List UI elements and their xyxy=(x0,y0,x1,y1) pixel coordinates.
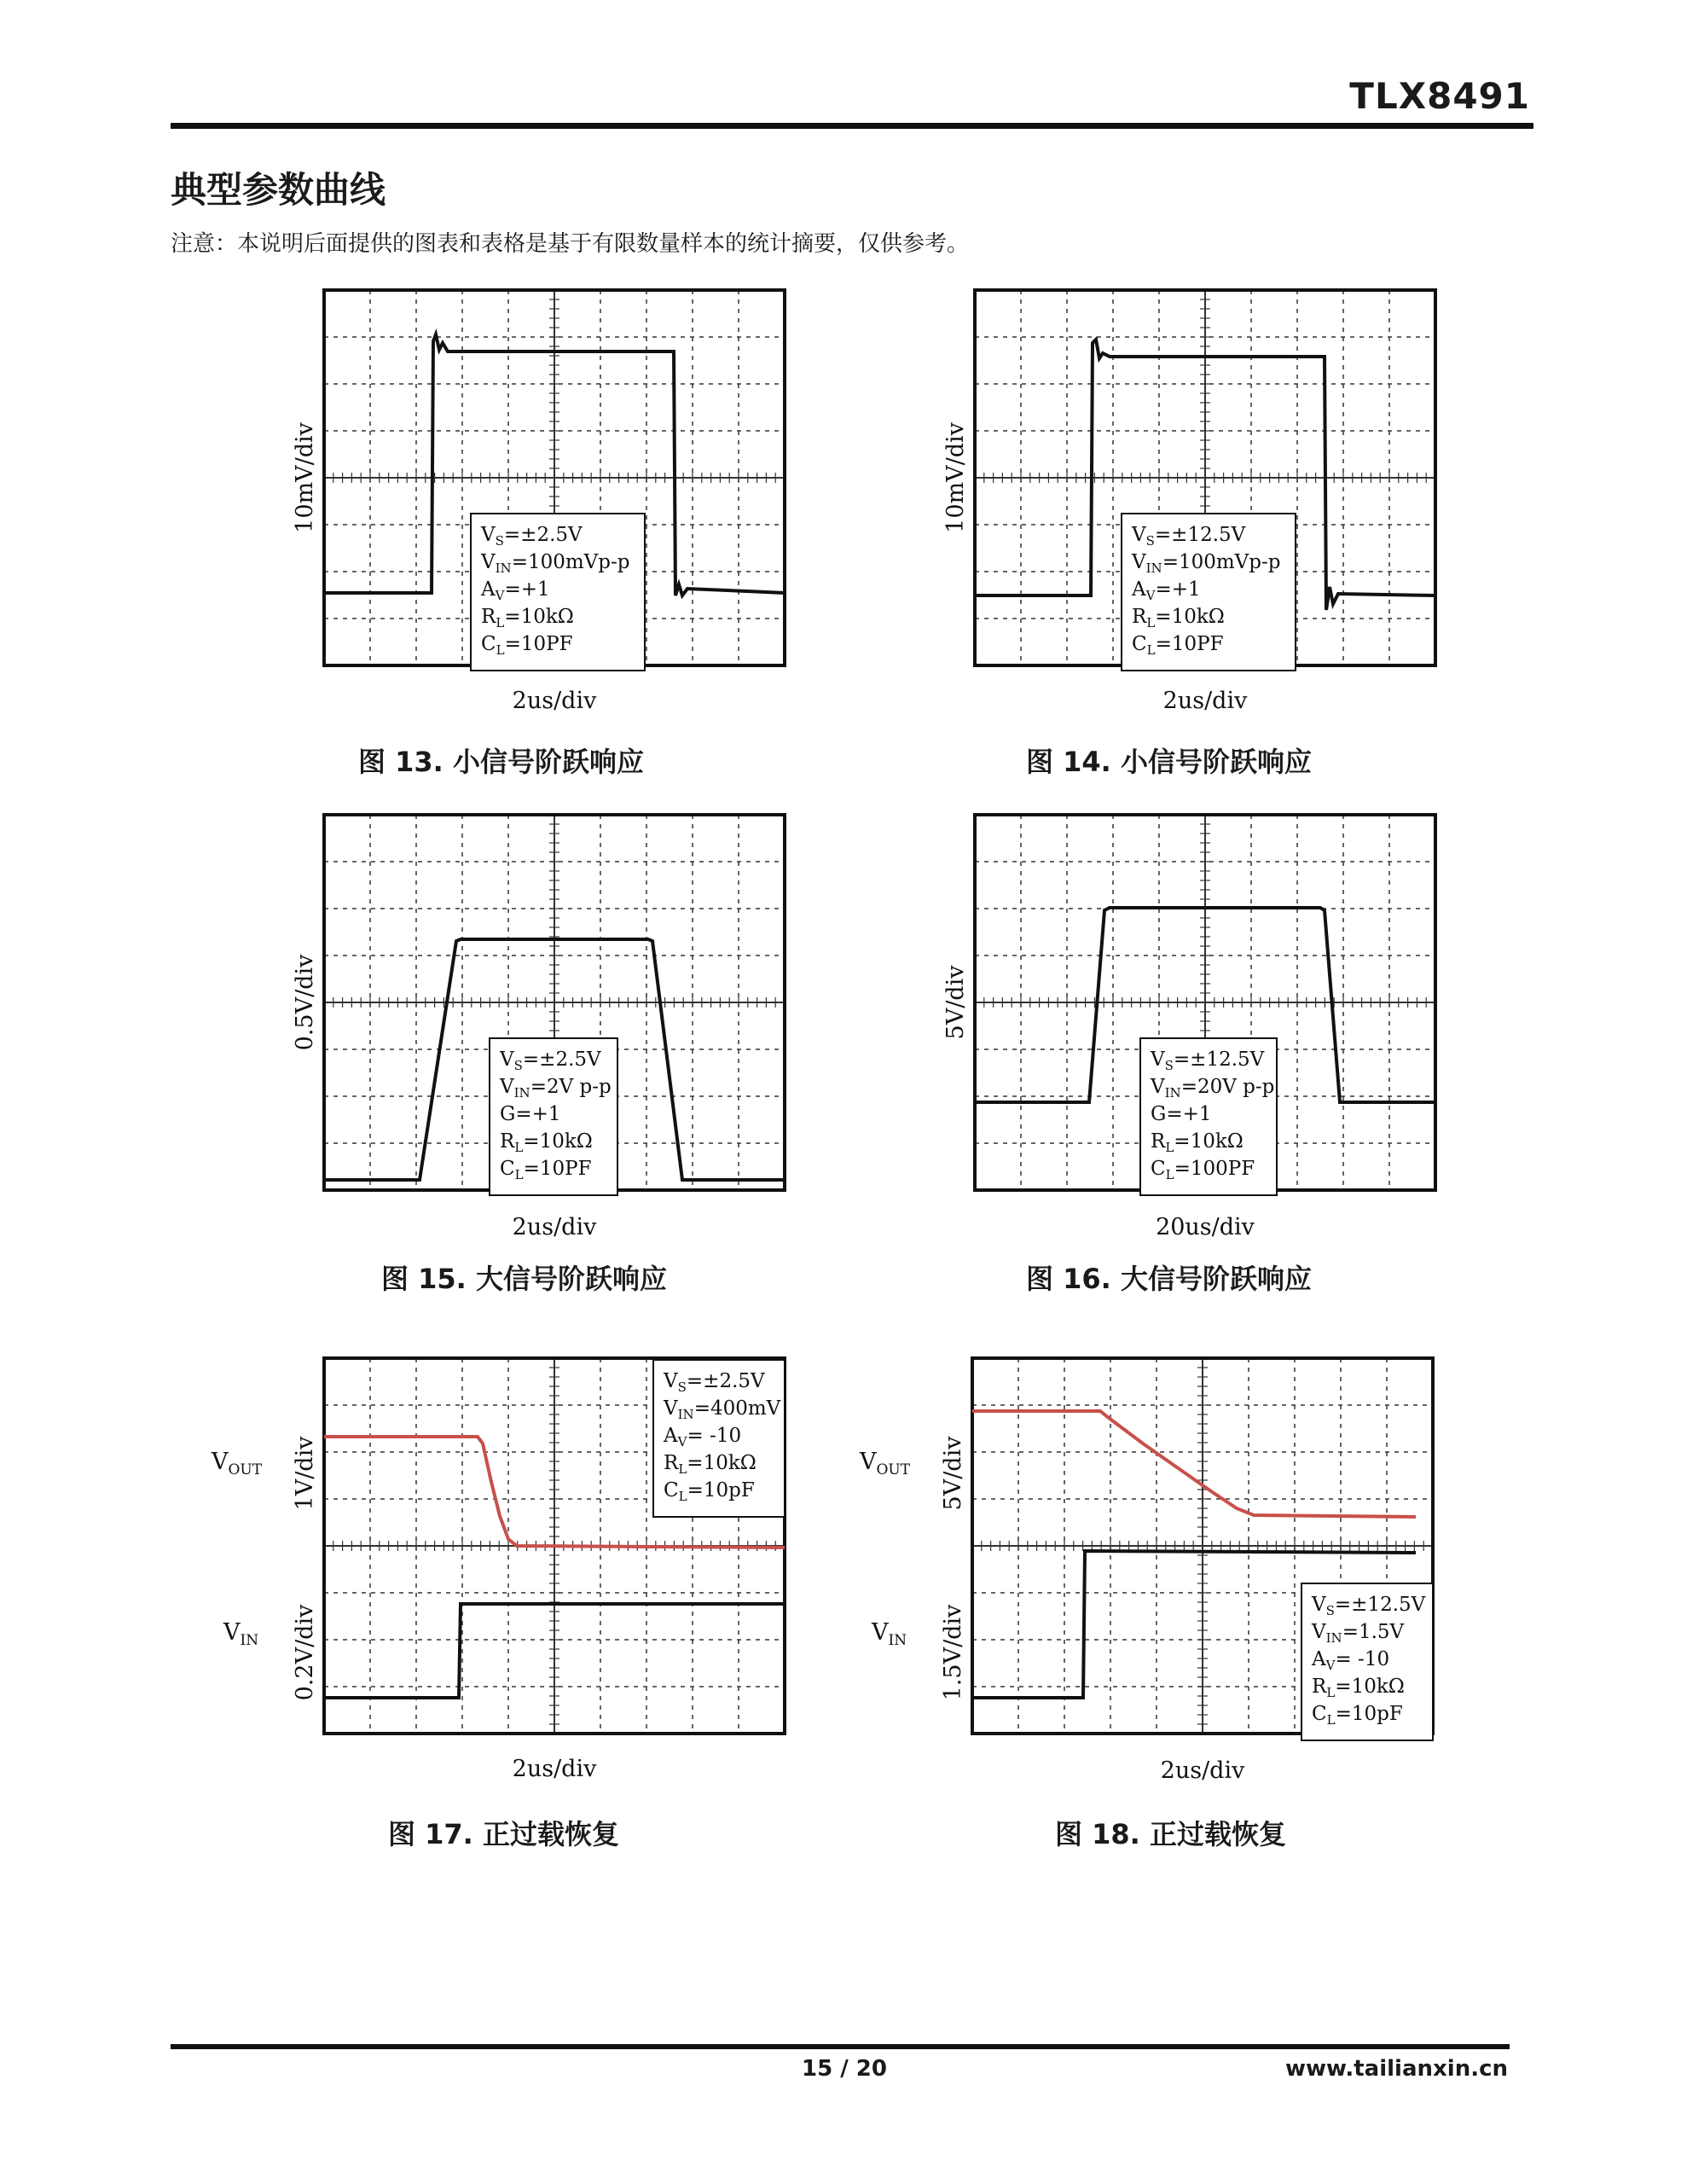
param-rl: $R_L=10k\Omega$ xyxy=(500,1130,593,1155)
vout-label: $V_{OUT}$ xyxy=(860,1449,911,1478)
param-vin: $V_{IN}=1.5V$ xyxy=(1312,1621,1405,1646)
x-scale-label: 2us/div xyxy=(1162,688,1248,714)
vout-trace xyxy=(972,1411,1416,1517)
x-scale-label: 2us/div xyxy=(1160,1757,1245,1784)
param-gain: G=+1 xyxy=(1151,1103,1212,1125)
x-scale-label: 20us/div xyxy=(1156,1214,1255,1240)
param-vs: $V_S=\pm 2.5V$ xyxy=(500,1048,601,1073)
params-box xyxy=(1122,514,1296,671)
vout-label: $V_{OUT}$ xyxy=(212,1449,263,1478)
figure-13-caption: 图 13. 小信号阶跃响应 xyxy=(358,746,644,778)
page-number: 15 / 20 xyxy=(802,2056,887,2082)
param-rl: $R_L=10k\Omega$ xyxy=(1151,1130,1244,1155)
param-gain: G=+1 xyxy=(500,1103,561,1125)
y-scale-top-label: 5V/div xyxy=(940,1436,966,1511)
param-vin: $V_{IN}=400mV$ xyxy=(664,1397,781,1422)
params-box xyxy=(1140,1038,1277,1195)
figure-15-scope xyxy=(290,815,785,1250)
param-gain: $A_V= -10$ xyxy=(664,1425,742,1449)
param-vs: $V_S=\pm 12.5V$ xyxy=(1132,524,1246,549)
figure-14-caption: 图 14. 小信号阶跃响应 xyxy=(1026,746,1312,778)
vin-label: $V_{IN}$ xyxy=(872,1619,907,1649)
param-cl: $C_L=10pF$ xyxy=(1312,1703,1403,1728)
footer-url: www.tailianxin.cn xyxy=(1284,2056,1508,2082)
params-box xyxy=(490,1038,617,1195)
x-scale-label: 2us/div xyxy=(512,688,597,714)
params-box xyxy=(471,514,645,671)
y-scale-label: 5V/div xyxy=(942,965,969,1040)
param-rl: $R_L=10k\Omega$ xyxy=(481,606,574,630)
y-scale-label: 10mV/div xyxy=(292,422,318,533)
param-vin: $V_{IN}=2V$ p-p xyxy=(500,1076,612,1101)
y-scale-label: 0.5V/div xyxy=(292,954,318,1051)
figure-16-caption: 图 16. 大信号阶跃响应 xyxy=(1026,1263,1312,1295)
param-vs: $V_S=\pm 12.5V$ xyxy=(1151,1048,1265,1073)
param-gain: $A_V= -10$ xyxy=(1312,1648,1390,1673)
part-number: TLX8491 xyxy=(1349,75,1530,117)
param-cl: $C_L=10pF$ xyxy=(664,1479,755,1504)
y-scale-bottom-label: 0.2V/div xyxy=(292,1604,318,1701)
param-cl: $C_L=10PF$ xyxy=(1132,633,1224,658)
param-vin: $V_{IN}=100mVp-p$ xyxy=(481,551,630,576)
param-vin: $V_{IN}=20V$ p-p xyxy=(1151,1076,1275,1101)
param-cl: $C_L=10PF$ xyxy=(481,633,573,658)
figure-15-caption: 图 15. 大信号阶跃响应 xyxy=(381,1263,667,1295)
y-scale-top-label: 1V/div xyxy=(292,1436,318,1511)
param-rl: $R_L=10k\Omega$ xyxy=(664,1452,757,1477)
section-note: 注意：本说明后面提供的图表和表格是基于有限数量样本的统计摘要，仅供参考。 xyxy=(171,231,970,257)
param-cl: $C_L=100PF$ xyxy=(1151,1158,1255,1182)
params-box xyxy=(1301,1583,1433,1740)
param-vs: $V_S=\pm 2.5V$ xyxy=(664,1370,765,1395)
figure-18-caption: 图 18. 正过载恢复 xyxy=(1055,1818,1286,1850)
figure-18-scope xyxy=(844,1358,1435,1802)
y-scale-label: 10mV/div xyxy=(942,422,969,533)
x-scale-label: 2us/div xyxy=(512,1756,597,1782)
param-cl: $C_L=10PF$ xyxy=(500,1158,592,1182)
figure-16-scope xyxy=(941,815,1435,1250)
figure-14-scope xyxy=(941,290,1435,725)
figure-17-scope xyxy=(196,1358,785,1802)
figure-13-scope xyxy=(290,290,785,725)
param-vs: $V_S=\pm 12.5V$ xyxy=(1312,1594,1426,1618)
param-vs: $V_S=\pm 2.5V$ xyxy=(481,524,583,549)
footer-rule xyxy=(171,2044,1510,2049)
y-scale-bottom-label: 1.5V/div xyxy=(940,1604,966,1701)
section-title: 典型参数曲线 xyxy=(171,169,386,211)
vin-label: $V_{IN}$ xyxy=(223,1619,259,1649)
header-rule xyxy=(171,123,1533,129)
param-vin: $V_{IN}=100mVp-p$ xyxy=(1132,551,1281,576)
param-gain: $A_V=+1$ xyxy=(1132,578,1201,603)
x-scale-label: 2us/div xyxy=(512,1214,597,1240)
figure-17-caption: 图 17. 正过载恢复 xyxy=(388,1818,619,1850)
param-rl: $R_L=10k\Omega$ xyxy=(1132,606,1225,630)
param-gain: $A_V=+1$ xyxy=(481,578,550,603)
params-box xyxy=(653,1360,785,1517)
param-rl: $R_L=10k\Omega$ xyxy=(1312,1676,1405,1700)
